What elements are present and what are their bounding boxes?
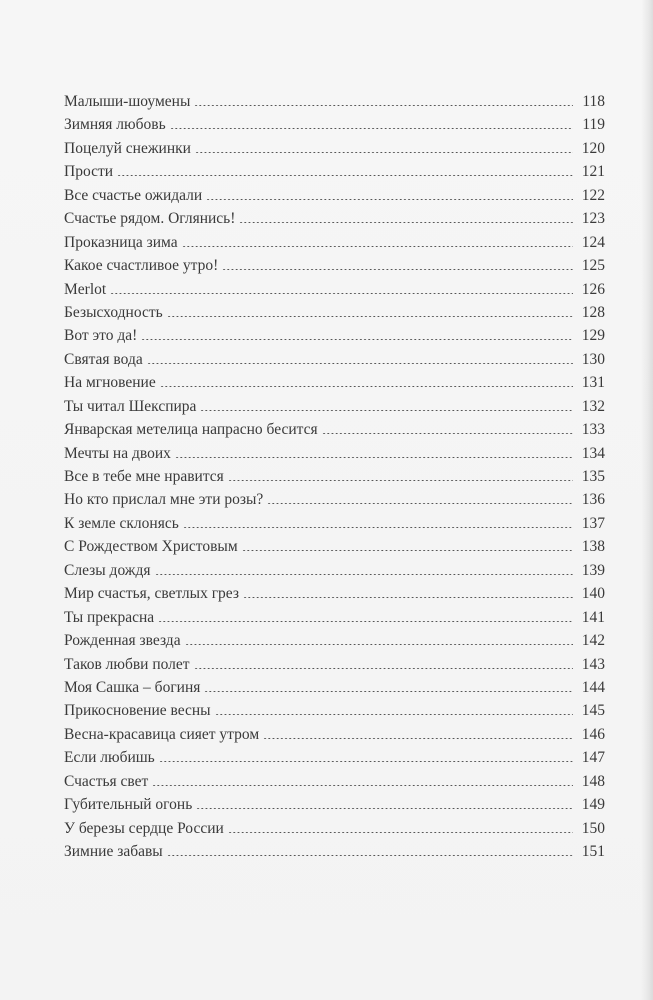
toc-entry-page-number: 120 — [581, 139, 605, 157]
toc-entry-page-number: 142 — [581, 632, 605, 650]
toc-entry-title: Прости — [64, 163, 114, 181]
toc-entry-title: Мечты на двоих — [64, 444, 171, 462]
toc-entry-title: Таков любви полет — [64, 655, 190, 673]
toc-entry-page-number: 137 — [581, 514, 605, 532]
toc-entry-title: Моя Сашка – богиня — [64, 678, 201, 696]
toc-entry-title: Все счастье ожидали — [64, 186, 203, 204]
dot-leader — [195, 152, 573, 153]
toc-entry — [64, 793, 605, 816]
toc-entry — [64, 278, 605, 301]
toc-entry-page-number: 143 — [581, 655, 605, 673]
toc-entry-title: Но кто прислал мне эти розы? — [64, 491, 264, 509]
dot-leader — [185, 644, 573, 645]
dot-leader — [160, 386, 573, 387]
dot-leader — [175, 457, 573, 458]
toc-entry — [64, 653, 605, 676]
toc-entry-page-number: 123 — [581, 210, 605, 228]
toc-entry-title: Январская метелица напрасно бесится — [64, 421, 318, 439]
toc-entry-page-number: 141 — [581, 608, 605, 626]
toc-entry-title: Зимние забавы — [64, 843, 163, 860]
toc-entry-page-number: 134 — [581, 444, 605, 462]
dot-leader — [167, 316, 573, 317]
toc-entry — [64, 324, 605, 347]
toc-entry-title: Все в тебе мне нравится — [64, 468, 224, 485]
toc-entry-title: С Рождеством Христовым — [64, 538, 238, 556]
toc-entry — [64, 723, 605, 746]
toc-entry — [64, 113, 605, 136]
toc-entry-title: Святая вода — [64, 350, 143, 368]
toc-entry-page-number: 129 — [581, 327, 605, 345]
dot-leader — [183, 527, 573, 528]
toc-entry-title: Безысходность — [64, 303, 163, 321]
toc-entry-title: У березы сердце России — [64, 819, 224, 837]
toc-entry — [64, 817, 605, 840]
toc-entry — [64, 488, 605, 511]
toc-entry — [64, 770, 605, 793]
toc-entry-page-number: 150 — [581, 819, 605, 837]
toc-entry — [64, 840, 605, 863]
toc-entry-page-number: 125 — [581, 257, 605, 275]
toc-entry-title: Зимняя любовь — [64, 116, 166, 134]
dot-leader — [147, 363, 573, 364]
dot-leader — [322, 433, 573, 434]
dot-leader — [200, 410, 573, 411]
toc-entry — [64, 160, 605, 183]
dot-leader — [194, 668, 573, 669]
toc-entry — [64, 606, 605, 629]
toc-entry — [64, 371, 605, 394]
toc-entry — [64, 254, 605, 277]
dot-leader — [228, 832, 573, 833]
toc-entry-title: Весна-красавица сияет утром — [64, 725, 260, 743]
toc-entry-page-number: 144 — [581, 678, 605, 696]
toc-entry-page-number: 148 — [581, 772, 605, 790]
toc-entry-page-number: 132 — [581, 397, 605, 415]
toc-entry — [64, 442, 605, 465]
toc-entry-page-number: 149 — [581, 796, 605, 814]
toc-entry — [64, 512, 605, 535]
dot-leader — [167, 855, 573, 856]
toc-entry-title: Малыши-шоумены — [64, 93, 191, 110]
toc-entry-title: Вот это да! — [64, 327, 138, 345]
toc-entry — [64, 699, 605, 722]
dot-leader — [267, 503, 573, 504]
toc-entry — [64, 676, 605, 699]
toc-entry-title: Прикосновение весны — [64, 702, 211, 720]
dot-leader — [243, 597, 573, 598]
toc-entry-title: Ты прекрасна — [64, 608, 155, 626]
toc-entry-title: Слезы дождя — [64, 561, 151, 579]
dot-leader — [155, 574, 573, 575]
toc-entry-page-number: 124 — [581, 233, 605, 251]
dot-leader — [159, 761, 573, 762]
dot-leader — [215, 714, 573, 715]
dot-leader — [222, 269, 573, 270]
toc-entry-page-number: 119 — [582, 116, 605, 134]
toc-entry-page-number: 133 — [581, 421, 605, 439]
dot-leader — [206, 199, 573, 200]
dot-leader — [158, 621, 573, 622]
toc-entry — [64, 137, 605, 160]
toc-entry-title: Губительный огонь — [64, 796, 193, 814]
toc-entry-page-number: 121 — [581, 163, 605, 181]
toc-entry-title: На мгновение — [64, 374, 156, 392]
toc-entry — [64, 559, 605, 582]
toc-entry-title: Merlot — [64, 280, 107, 298]
dot-leader — [182, 246, 573, 247]
dot-leader — [170, 128, 573, 129]
toc-entry-page-number: 147 — [581, 749, 605, 767]
toc-entry-title: Если любишь — [64, 749, 155, 767]
toc-entry-title: К земле склонясь — [64, 514, 179, 532]
toc-entry-page-number: 138 — [581, 538, 605, 556]
toc-entry-title: Поцелуй снежинки — [64, 139, 191, 157]
dot-leader — [141, 339, 573, 340]
table-of-contents — [64, 90, 605, 863]
toc-entry — [64, 184, 605, 207]
toc-entry — [64, 582, 605, 605]
dot-leader — [228, 480, 573, 481]
toc-entry — [64, 348, 605, 371]
toc-entry-page-number: 135 — [581, 468, 605, 485]
toc-entry-title: Мир счастья, светлых грез — [64, 585, 239, 603]
dot-leader — [242, 550, 573, 551]
dot-leader — [204, 691, 573, 692]
toc-entry-title: Рожденная звезда — [64, 632, 181, 650]
toc-entry-title: Проказница зима — [64, 233, 178, 251]
toc-entry-page-number: 140 — [581, 585, 605, 603]
toc-entry-page-number: 128 — [581, 303, 605, 321]
toc-entry-title: Счастье рядом. Оглянись! — [64, 210, 236, 228]
toc-entry — [64, 535, 605, 558]
toc-entry-title: Ты читал Шекспира — [64, 397, 197, 415]
toc-entry-title: Какое счастливое утро! — [64, 257, 219, 275]
toc-entry — [64, 207, 605, 230]
dot-leader — [239, 222, 573, 223]
toc-entry-page-number: 136 — [581, 491, 605, 509]
toc-entry — [64, 231, 605, 254]
toc-entry-page-number: 122 — [581, 186, 605, 204]
toc-entry-page-number: 145 — [581, 702, 605, 720]
toc-entry — [64, 301, 605, 324]
toc-entry — [64, 746, 605, 769]
dot-leader — [117, 175, 573, 176]
dot-leader — [194, 105, 573, 106]
dot-leader — [196, 808, 573, 809]
toc-entry — [64, 465, 605, 488]
toc-entry-title: Счастья свет — [64, 772, 149, 790]
toc-entry-page-number: 118 — [582, 93, 605, 110]
dot-leader — [110, 293, 573, 294]
toc-entry — [64, 395, 605, 418]
toc-entry — [64, 90, 605, 113]
toc-entry-page-number: 146 — [581, 725, 605, 743]
page-edge-shadow — [641, 0, 653, 1000]
toc-entry-page-number: 131 — [581, 374, 605, 392]
toc-entry — [64, 629, 605, 652]
toc-entry — [64, 418, 605, 441]
dot-leader — [152, 785, 573, 786]
toc-entry-page-number: 139 — [581, 561, 605, 579]
toc-entry-page-number: 130 — [581, 350, 605, 368]
dot-leader — [263, 738, 573, 739]
toc-entry-page-number: 151 — [581, 843, 605, 860]
toc-entry-page-number: 126 — [581, 280, 605, 298]
